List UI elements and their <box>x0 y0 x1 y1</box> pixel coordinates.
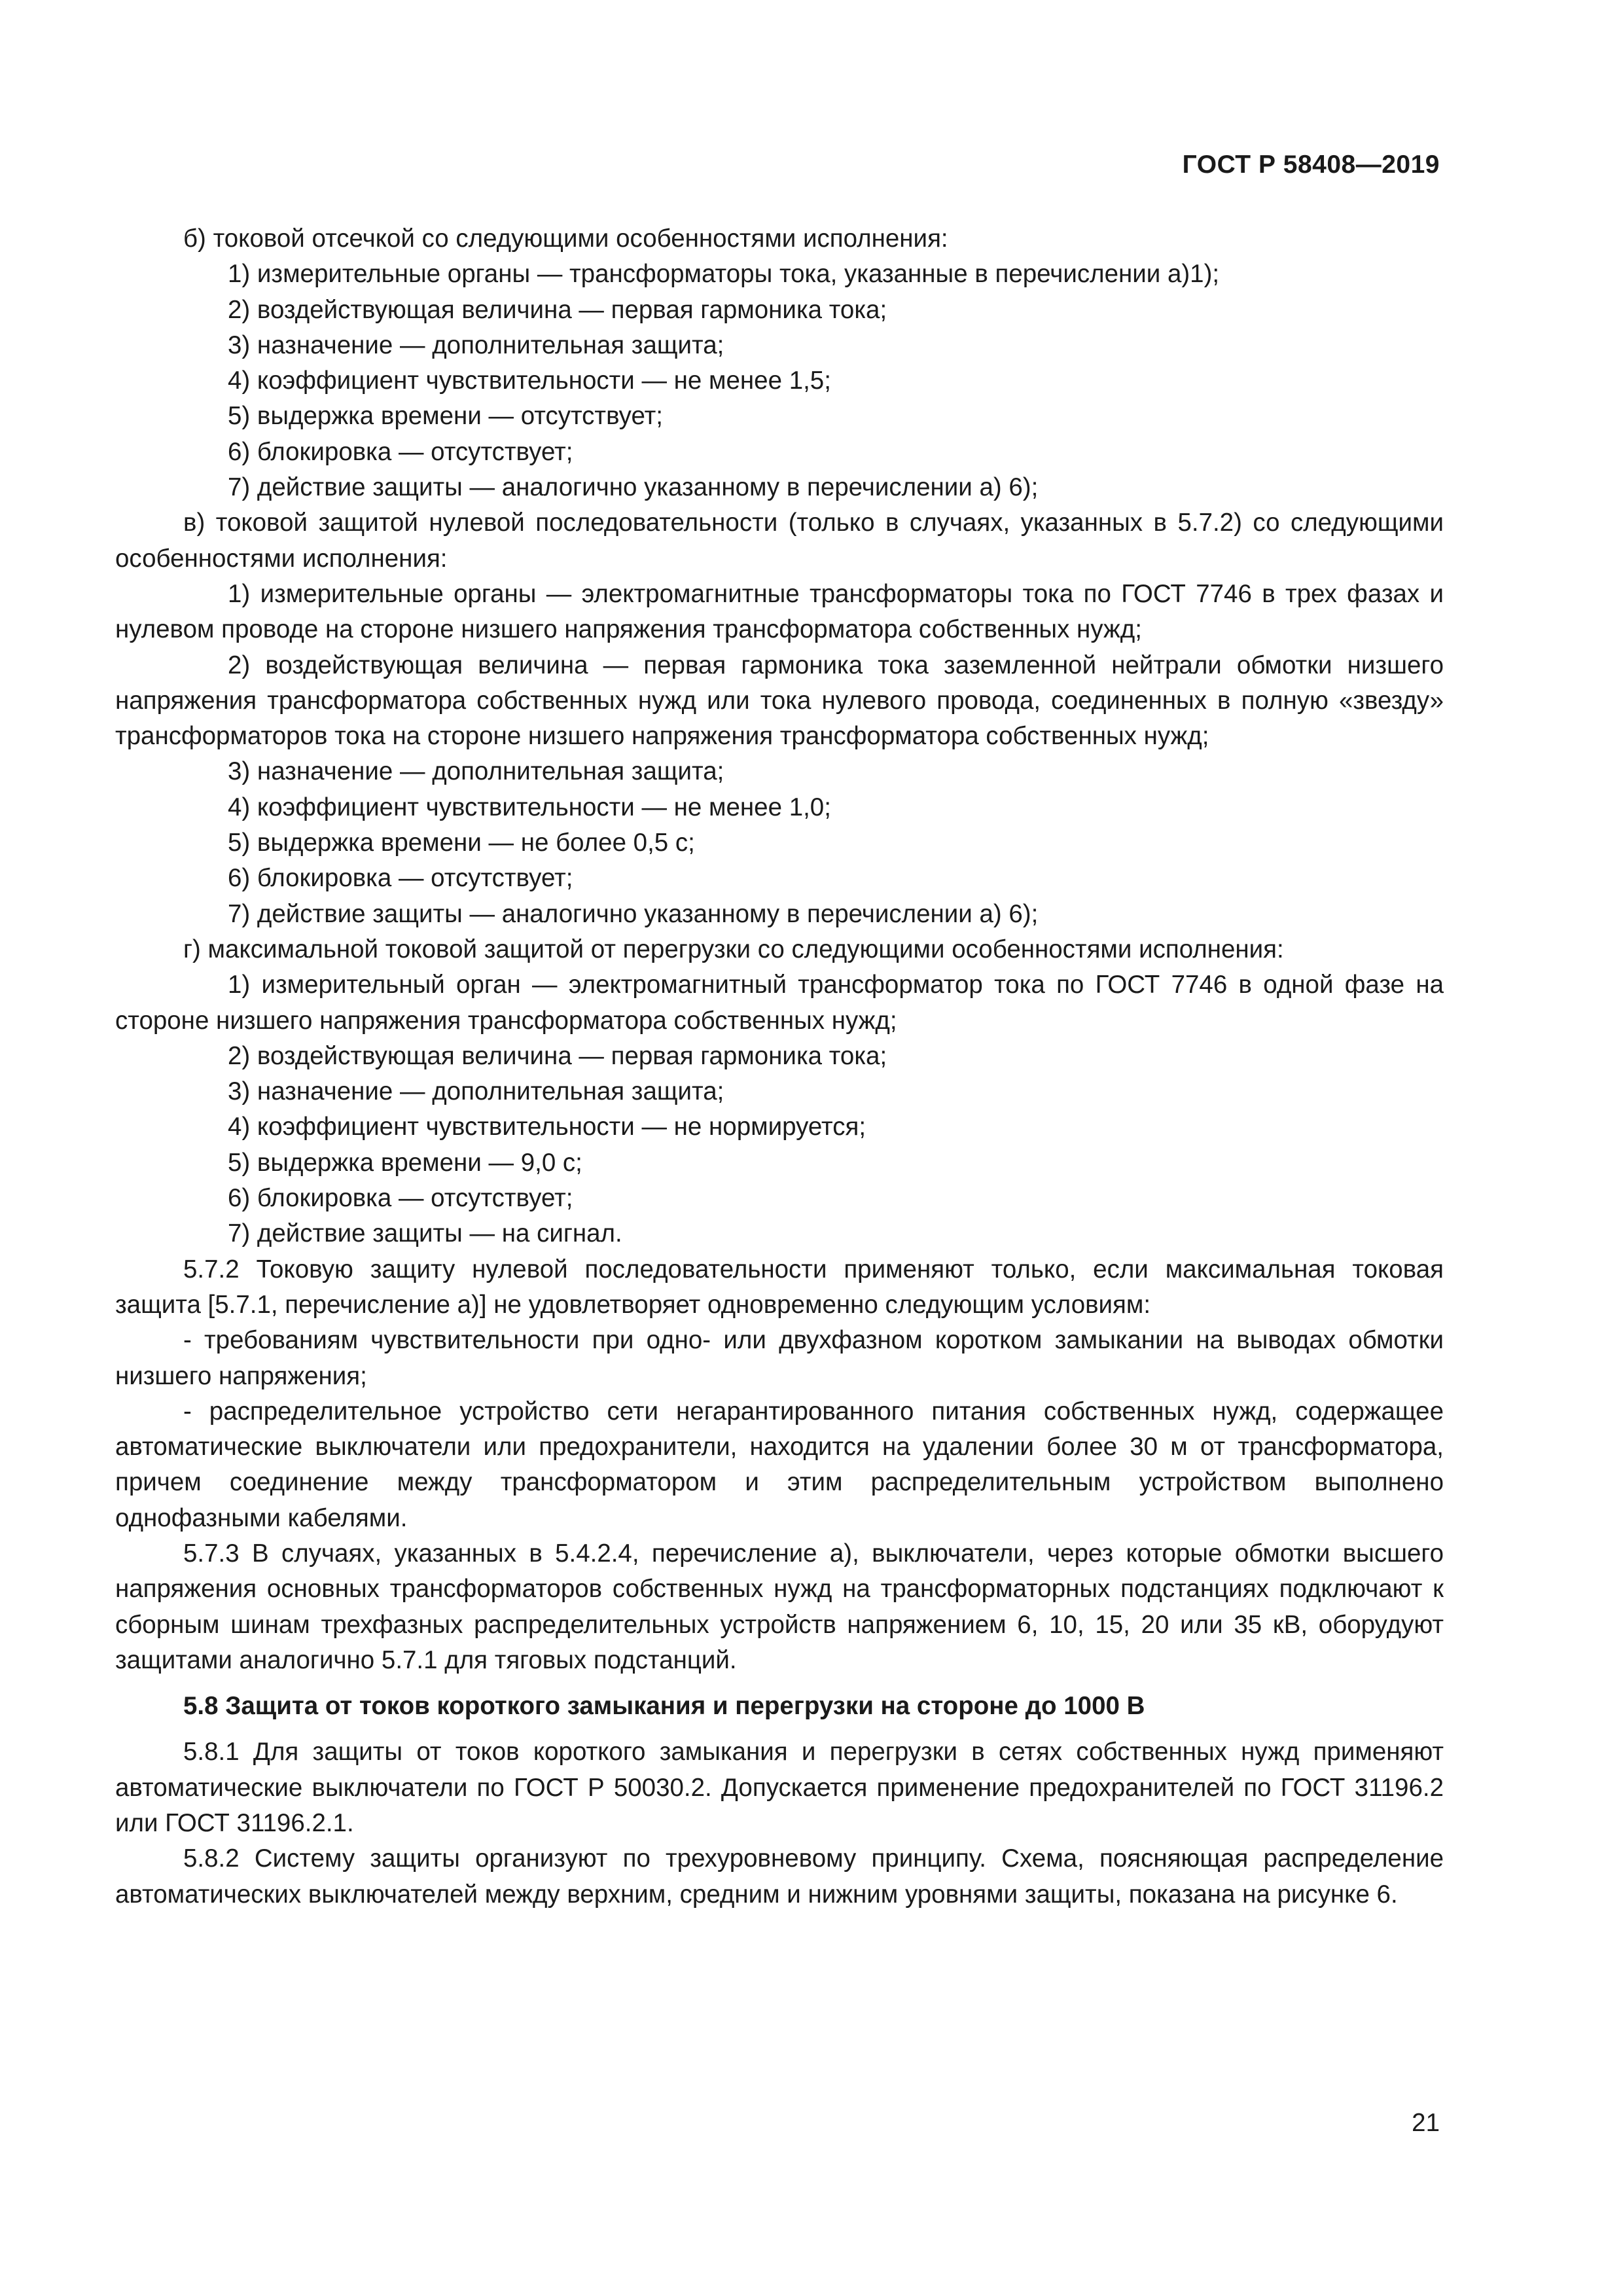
paragraph: 4) коэффициент чувствительности — не менее 1,5; <box>228 367 831 395</box>
paragraph: 5.8.2 Систему защиты организуют по трехуровневому принципу. Схема, поясняющая распределение автоматических выключателей между верхним, средним и нижним уровнями защиты, показана на рисунке 6. <box>115 1844 1444 1909</box>
paragraph: 1) измерительные органы — электромагнитные трансформаторы тока по ГОСТ 7746 в трех фазах и нулевом проводе на стороне низшего напряжения трансформатора собственных нужд; <box>115 579 1444 644</box>
paragraph: 5) выдержка времени — отсутствует; <box>228 402 663 431</box>
paragraph: 5) выдержка времени — не более 0,5 с; <box>228 829 695 857</box>
paragraph: 4) коэффициент чувствительности — не нормируется; <box>228 1113 866 1141</box>
page-number: 21 <box>1412 2109 1440 2137</box>
paragraph: - распределительное устройство сети негарантированного питания собственных нужд, содержащее автоматические выключатели или предохранители, находится на удалении более 30 м от трансформатора, причем соединение между трансформатором и этим распределительным устройством выполнено однофазными кабелями. <box>115 1397 1444 1532</box>
section-heading: 5.8 Защита от токов короткого замыкания и перегрузки на стороне до 1000 В <box>183 1692 1145 1721</box>
paragraph: б) токовой отсечкой со следующими особенностями исполнения: <box>183 224 948 253</box>
paragraph: 7) действие защиты — аналогично указанному в перечислении а) 6); <box>228 473 1039 502</box>
paragraph: г) максимальной токовой защитой от перегрузки со следующими особенностями исполнения: <box>183 935 1284 963</box>
paragraph: 6) блокировка — отсутствует; <box>228 437 573 466</box>
document-body <box>115 221 1444 1912</box>
paragraph: 3) назначение — дополнительная защита; <box>228 1077 724 1106</box>
standard-code-header: ГОСТ Р 58408—2019 <box>1182 151 1440 179</box>
paragraph: 5.7.3 В случаях, указанных в 5.4.2.4, перечисление а), выключатели, через которые обмотки высшего напряжения основных трансформаторов собственных нужд на трансформаторных подстанциях подключают к сборным шинам трехфазных распределительных устройств напряжением 6, 10, 15, 20 или 35 кВ, оборудуют защитами аналогично 5.7.1 для тяговых подстанций. <box>115 1539 1444 1674</box>
paragraph: 1) измерительные органы — трансформаторы тока, указанные в перечислении а)1); <box>228 260 1220 289</box>
paragraph: - требованиям чувствительности при одно- или двухфазном коротком замыкании на выводах обмотки низшего напряжения; <box>115 1326 1444 1390</box>
paragraph: 7) действие защиты — аналогично указанному в перечислении а) 6); <box>228 899 1039 928</box>
paragraph: 4) коэффициент чувствительности — не менее 1,0; <box>228 793 831 821</box>
paragraph: в) токовой защитой нулевой последовательности (только в случаях, указанных в 5.7.2) со следующими особенностями исполнения: <box>115 509 1444 573</box>
paragraph: 7) действие защиты — на сигнал. <box>228 1219 622 1248</box>
paragraph: 2) воздействующая величина — первая гармоника тока; <box>228 1041 887 1070</box>
paragraph: 6) блокировка — отсутствует; <box>228 864 573 893</box>
paragraph: 5.7.2 Токовую защиту нулевой последовательности применяют только, если максимальная токовая защита [5.7.1, перечисление а)] не удовлетворяет одновременно следующим условиям: <box>115 1255 1444 1319</box>
paragraph: 5.8.1 Для защиты от токов короткого замыкания и перегрузки в сетях собственных нужд применяют автоматические выключатели по ГОСТ Р 50030.2. Допускается применение предохранителей по ГОСТ 31196.2 или ГОСТ 31196.2.1. <box>115 1738 1444 1838</box>
paragraph: 3) назначение — дополнительная защита; <box>228 331 724 359</box>
paragraph: 2) воздействующая величина — первая гармоника тока; <box>228 295 887 324</box>
paragraph: 2) воздействующая величина — первая гармоника тока заземленной нейтрали обмотки низшего напряжения трансформатора собственных нужд или тока нулевого провода, соединенных в полную «звезду» трансформаторов тока на стороне низшего напряжения трансформатора собственных нужд; <box>115 651 1444 751</box>
paragraph: 5) выдержка времени — 9,0 с; <box>228 1148 582 1177</box>
paragraph: 1) измерительный орган — электромагнитный трансформатор тока по ГОСТ 7746 в одной фазе на стороне низшего напряжения трансформатора собственных нужд; <box>115 971 1444 1035</box>
paragraph: 6) блокировка — отсутствует; <box>228 1184 573 1213</box>
paragraph: 3) назначение — дополнительная защита; <box>228 757 724 786</box>
